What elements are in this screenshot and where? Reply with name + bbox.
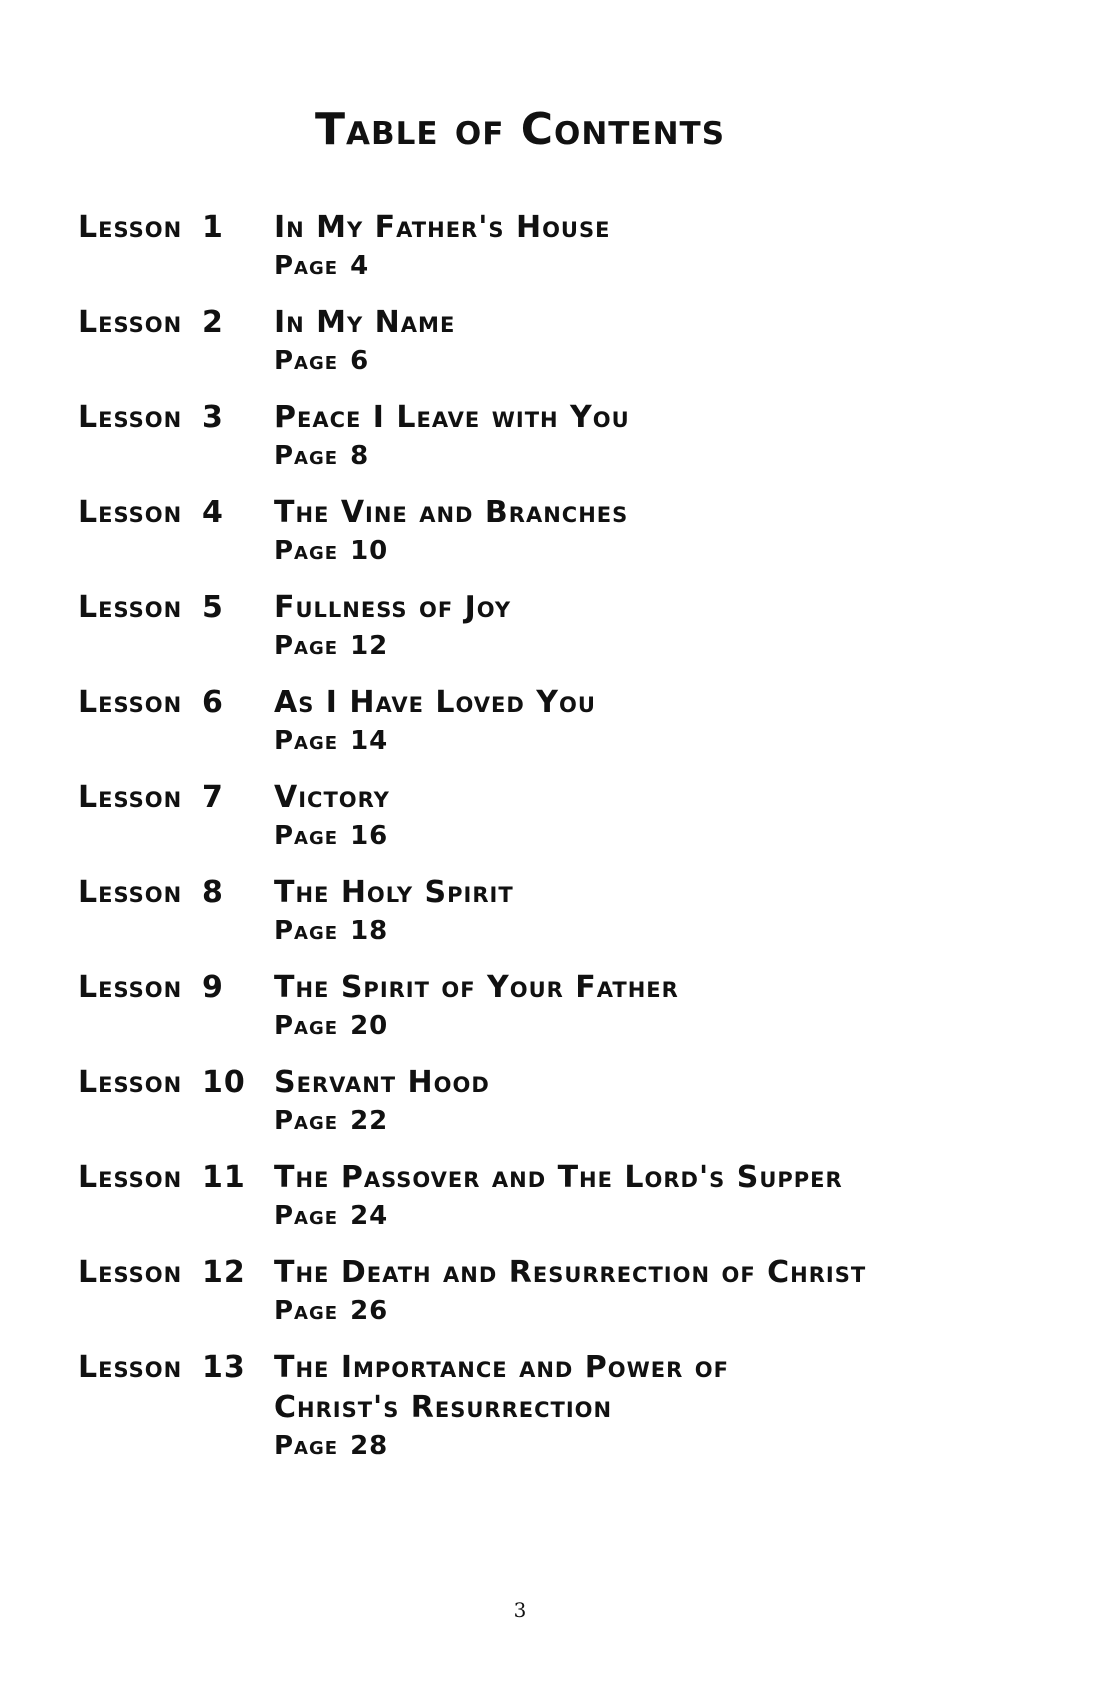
lesson-number: 7	[202, 780, 224, 815]
toc-entry	[78, 1348, 1038, 1464]
entry-page-ref	[274, 818, 1038, 854]
entry-title: The Holy Spirit	[274, 875, 514, 910]
page-word: Page	[274, 251, 339, 281]
entry-title: The Passover and The Lord's Supper	[274, 1160, 843, 1195]
entry-detail	[274, 873, 1038, 949]
entry-title: As I Have Loved You	[274, 685, 596, 720]
lesson-number: 8	[202, 875, 224, 910]
lesson-number: 11	[202, 1160, 246, 1195]
lesson-label	[78, 873, 274, 913]
lesson-number: 2	[202, 305, 224, 340]
entry-page-ref	[274, 628, 1038, 664]
entry-page-number: 10	[350, 536, 389, 566]
page-word: Page	[274, 1011, 339, 1041]
lesson-word: Lesson	[78, 970, 183, 1005]
lesson-label	[78, 208, 274, 248]
entry-detail	[274, 1348, 1038, 1464]
lesson-label	[78, 1063, 274, 1103]
lesson-word: Lesson	[78, 1160, 183, 1195]
lesson-label	[78, 1253, 274, 1293]
entry-page-number: 24	[350, 1201, 389, 1231]
page-word: Page	[274, 441, 339, 471]
page-word: Page	[274, 1106, 339, 1136]
toc-entry	[78, 398, 1038, 474]
page-word: Page	[274, 1431, 339, 1461]
lesson-label	[78, 1158, 274, 1198]
entry-title: Fullness of Joy	[274, 590, 512, 625]
entry-detail	[274, 1253, 1038, 1329]
entry-title: Victory	[274, 780, 390, 815]
entry-page-number: 4	[350, 251, 370, 281]
entry-page-number: 8	[350, 441, 370, 471]
entry-page-number: 28	[350, 1431, 389, 1461]
entry-page-number: 22	[350, 1106, 389, 1136]
entry-detail	[274, 968, 1038, 1044]
toc-entry	[78, 493, 1038, 569]
lesson-word: Lesson	[78, 305, 183, 340]
lesson-number: 4	[202, 495, 224, 530]
lesson-number: 6	[202, 685, 224, 720]
entry-detail	[274, 1158, 1038, 1234]
toc-entry	[78, 873, 1038, 949]
entry-title: Peace I Leave with You	[274, 400, 630, 435]
footer-page-number: 3	[513, 1598, 527, 1622]
toc-entry	[78, 303, 1038, 379]
entry-page-number: 20	[350, 1011, 389, 1041]
lesson-word: Lesson	[78, 495, 183, 530]
lesson-word: Lesson	[78, 1255, 183, 1290]
lesson-number: 10	[202, 1065, 246, 1100]
lesson-number: 5	[202, 590, 224, 625]
entry-detail	[274, 208, 1038, 284]
entry-page-ref	[274, 1008, 1038, 1044]
toc-entry	[78, 778, 1038, 854]
entry-page-number: 12	[350, 631, 389, 661]
page-word: Page	[274, 726, 339, 756]
entry-title: Servant Hood	[274, 1065, 490, 1100]
entry-detail	[274, 493, 1038, 569]
lesson-label	[78, 683, 274, 723]
entry-page-ref	[274, 438, 1038, 474]
page-word: Page	[274, 631, 339, 661]
lesson-label	[78, 968, 274, 1008]
page-word: Page	[274, 346, 339, 376]
toc-entry	[78, 208, 1038, 284]
lesson-word: Lesson	[78, 1350, 183, 1385]
entry-detail	[274, 683, 1038, 759]
entry-detail	[274, 1063, 1038, 1139]
toc-entry	[78, 588, 1038, 664]
entry-detail	[274, 398, 1038, 474]
lesson-word: Lesson	[78, 685, 183, 720]
toc-entry	[78, 1158, 1038, 1234]
entry-page-number: 14	[350, 726, 389, 756]
lesson-label	[78, 778, 274, 818]
entry-title: In My Name	[274, 305, 456, 340]
lesson-label	[78, 493, 274, 533]
page-title: Table of Contents	[314, 104, 726, 155]
entry-page-ref	[274, 248, 1038, 284]
entry-detail	[274, 588, 1038, 664]
lesson-number: 9	[202, 970, 224, 1005]
page-word: Page	[274, 916, 339, 946]
page-word: Page	[274, 1296, 339, 1326]
lesson-label	[78, 303, 274, 343]
entry-page-ref	[274, 343, 1038, 379]
entry-page-number: 26	[350, 1296, 389, 1326]
toc-entry	[78, 968, 1038, 1044]
lesson-word: Lesson	[78, 210, 183, 245]
page-word: Page	[274, 536, 339, 566]
entry-page-number: 16	[350, 821, 389, 851]
entry-page-ref	[274, 1198, 1038, 1234]
entry-page-ref	[274, 1428, 1038, 1464]
lesson-number: 1	[202, 210, 224, 245]
entry-title: The Death and Resurrection of Christ	[274, 1255, 867, 1290]
lesson-word: Lesson	[78, 875, 183, 910]
entry-detail	[274, 778, 1038, 854]
entry-title: The Importance and Power of Christ's Resurrection	[274, 1350, 729, 1425]
lesson-word: Lesson	[78, 400, 183, 435]
lesson-number: 13	[202, 1350, 246, 1385]
page-word: Page	[274, 821, 339, 851]
entry-title: The Vine and Branches	[274, 495, 629, 530]
entry-title: The Spirit of Your Father	[274, 970, 679, 1005]
entry-page-number: 6	[350, 346, 370, 376]
toc-entry	[78, 1253, 1038, 1329]
entry-page-ref	[274, 1103, 1038, 1139]
lesson-number: 3	[202, 400, 224, 435]
entry-detail	[274, 303, 1038, 379]
lesson-label	[78, 1348, 274, 1388]
lesson-word: Lesson	[78, 590, 183, 625]
lesson-label	[78, 588, 274, 628]
entry-title: In My Father's House	[274, 210, 611, 245]
toc-entry	[78, 1063, 1038, 1139]
entry-page-number: 18	[350, 916, 389, 946]
lesson-label	[78, 398, 274, 438]
lesson-number: 12	[202, 1255, 246, 1290]
lesson-word: Lesson	[78, 780, 183, 815]
entry-page-ref	[274, 913, 1038, 949]
page-word: Page	[274, 1201, 339, 1231]
entry-page-ref	[274, 533, 1038, 569]
table-of-contents	[78, 208, 1038, 1483]
entry-page-ref	[274, 1293, 1038, 1329]
entry-page-ref	[274, 723, 1038, 759]
toc-entry	[78, 683, 1038, 759]
lesson-word: Lesson	[78, 1065, 183, 1100]
